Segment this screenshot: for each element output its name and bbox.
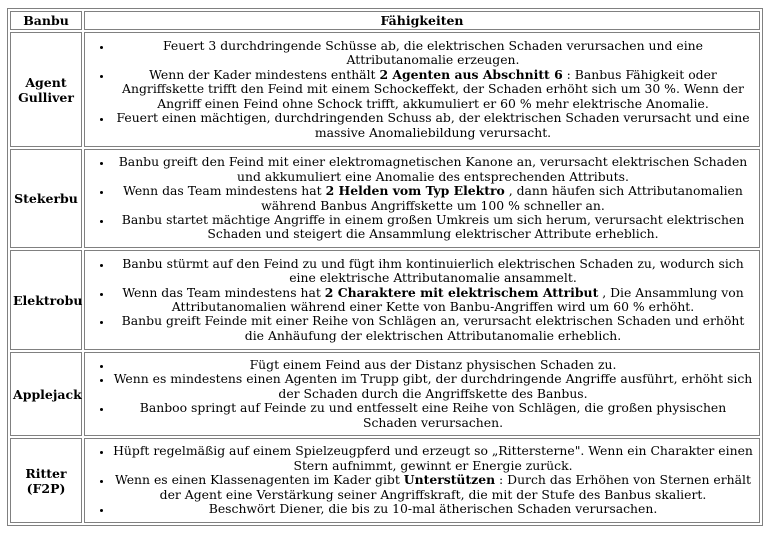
ability-highlight: 2 Charaktere mit elektrischem Attribut: [324, 284, 599, 300]
ability-list: [89, 358, 753, 430]
ability-item: • Wenn der Kader mindestens enthält 2 Agenten aus Abschnitt 6 : Banbus Fähigkeit oder Angriffskette trifft den Feind mit einem Schockeffekt, der Schaden erhöht sich um 30 %. Wenn der Angriff einen Feind ohne Schock trifft, akkumuliert er 60 % mehr elektrische Anomalie.: [113, 68, 753, 111]
ability-item: • Fügt einem Feind aus der Distanz physischen Schaden zu.: [113, 358, 753, 372]
ability-list: [89, 444, 753, 516]
banbu-name-cell: [10, 149, 82, 248]
abilities-cell: [84, 352, 760, 436]
ability-item: • Wenn das Team mindestens hat 2 Helden vom Typ Elektro , dann häufen sich Attributanomalien während Banbus Angriffskette um 100 % schneller an.: [113, 184, 753, 213]
ability-item: • Wenn das Team mindestens hat 2 Charaktere mit elektrischem Attribut , Die Ansammlung von Attributanomalien während einer Kette von Banbu-Angriffen wird um 60 % erhöht.: [113, 286, 753, 315]
table-row: [10, 438, 760, 523]
banbu-table-container: [7, 8, 763, 526]
ability-item: • Hüpft regelmäßig auf einem Spielzeugpferd und erzeugt so „Rittersterne". Wenn ein Charakter einen Stern aufnimmt, gewinnt er Energie zurück.: [113, 444, 753, 473]
banbu-abilities-table: [7, 8, 763, 526]
banbu-name-cell: [10, 250, 82, 350]
abilities-cell: [84, 438, 760, 523]
ability-item: • Wenn es mindestens einen Agenten im Trupp gibt, der durchdringende Angriffe ausführt, erhöht sich der Schaden durch die Angriffskette des Banbus.: [113, 372, 753, 401]
ability-item: • Banbu greift Feinde mit einer Reihe von Schlägen an, verursacht elektrischen Schaden und erhöht die Anhäufung der elektrischen Attributanomalie erheblich.: [113, 314, 753, 343]
banbu-name-line: Gulliver: [18, 89, 74, 105]
ability-item: • Wenn es einen Klassenagenten im Kader gibt Unterstützen : Durch das Erhöhen von Sternen erhält der Agent eine Verstärkung seiner Angriffskraft, die mit der Stufe des Banbus skaliert.: [113, 473, 753, 502]
banbu-name-line: Applejack: [13, 386, 82, 402]
banbu-name-cell: [10, 352, 82, 436]
banbu-name-cell: [10, 32, 82, 147]
ability-item: • Banboo springt auf Feinde zu und entfesselt eine Reihe von Schlägen, die großen physischen Schaden verursachen.: [113, 401, 753, 430]
ability-item: • Beschwört Diener, die bis zu 10-mal ätherischen Schaden verursachen.: [113, 502, 753, 516]
table-header-row: [10, 11, 760, 30]
ability-highlight: Unterstützen: [403, 472, 496, 488]
ability-item: • Banbu stürmt auf den Feind zu und fügt ihm kontinuierlich elektrischen Schaden zu, wodurch sich eine elektrische Attributanomalie ansammelt.: [113, 257, 753, 286]
table-row: [10, 32, 760, 147]
abilities-cell: [84, 32, 760, 147]
ability-highlight: 2 Agenten aus Abschnitt 6: [379, 66, 563, 82]
ability-list: [89, 155, 753, 241]
banbu-name-line: Elektrobu: [13, 292, 83, 308]
ability-item: • Feuert einen mächtigen, durchdringenden Schuss ab, der elektrischen Schaden verursacht und eine massive Anomaliebildung verursacht.: [113, 111, 753, 140]
ability-list: [89, 257, 753, 343]
banbu-name-line: Stekerbu: [14, 191, 78, 206]
ability-highlight: 2 Helden vom Typ Elektro: [325, 183, 505, 199]
ability-item: • Banbu greift den Feind mit einer elektromagnetischen Kanone an, verursacht elektrischen Schaden und akkumuliert eine Anomalie des entsprechenden Attributs.: [113, 155, 753, 184]
header-banbu: Banbu: [10, 11, 82, 30]
header-abilities: Fähigkeiten: [84, 11, 760, 30]
banbu-name-line: (F2P): [26, 480, 66, 496]
banbu-name-line: Agent: [25, 74, 67, 90]
ability-item: • Feuert 3 durchdringende Schüsse ab, die elektrischen Schaden verursachen und eine Attributanomalie erzeugen.: [113, 39, 753, 68]
ability-item: • Banbu startet mächtige Angriffe in einem großen Umkreis um sich herum, verursacht elektrischen Schaden und steigert die Ansammlung elektrischer Attribute erheblich.: [113, 213, 753, 242]
abilities-cell: [84, 149, 760, 248]
table-row: [10, 149, 760, 248]
banbu-name-cell: [10, 438, 82, 523]
table-row: [10, 250, 760, 350]
table-row: [10, 352, 760, 436]
banbu-name-line: Ritter: [25, 465, 67, 481]
ability-list: [89, 39, 753, 140]
abilities-cell: [84, 250, 760, 350]
